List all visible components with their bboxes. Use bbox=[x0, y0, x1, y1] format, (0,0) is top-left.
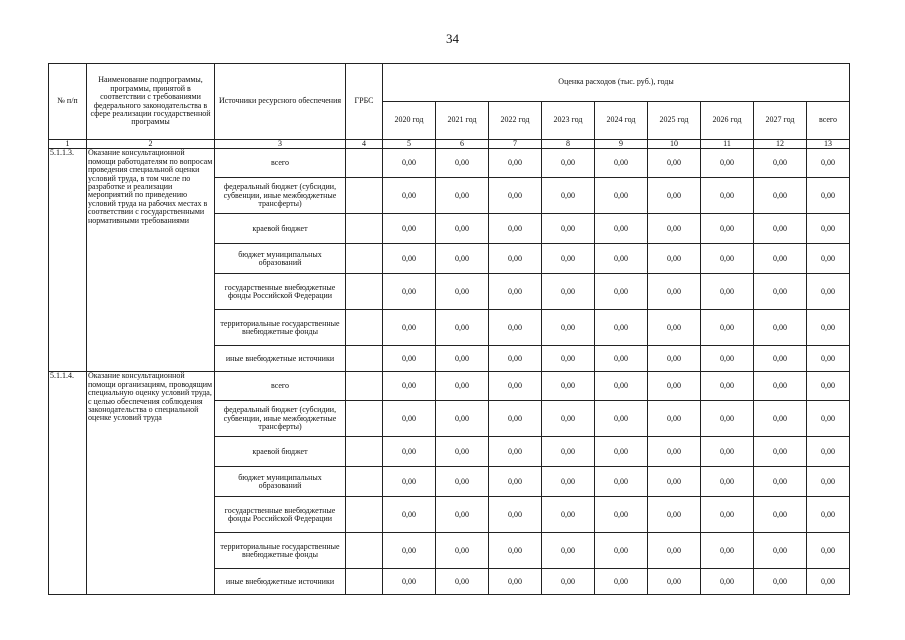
expense-value: 0,00 bbox=[701, 149, 754, 178]
expense-value: 0,00 bbox=[489, 401, 542, 437]
column-index: 9 bbox=[595, 140, 648, 149]
expense-value: 0,00 bbox=[595, 214, 648, 244]
page-number: 34 bbox=[446, 31, 459, 46]
expense-value: 0,00 bbox=[542, 274, 595, 310]
expense-value: 0,00 bbox=[807, 533, 850, 569]
header-estimate: Оценка расходов (тыс. руб.), годы bbox=[383, 64, 850, 102]
expense-value: 0,00 bbox=[542, 401, 595, 437]
expense-value: 0,00 bbox=[807, 214, 850, 244]
expense-value: 0,00 bbox=[489, 178, 542, 214]
funding-source: иные внебюджетные источники bbox=[215, 569, 346, 595]
expense-value: 0,00 bbox=[701, 346, 754, 372]
funding-source: краевой бюджет bbox=[215, 437, 346, 467]
expense-value: 0,00 bbox=[754, 244, 807, 274]
funding-source: территориальные государственные внебюджетные фонды bbox=[215, 533, 346, 569]
expense-value: 0,00 bbox=[595, 346, 648, 372]
column-index: 5 bbox=[383, 140, 436, 149]
expense-value: 0,00 bbox=[701, 497, 754, 533]
funding-source: бюджет муниципальных образований bbox=[215, 244, 346, 274]
expense-value: 0,00 bbox=[754, 437, 807, 467]
expense-value: 0,00 bbox=[595, 401, 648, 437]
expense-value: 0,00 bbox=[436, 497, 489, 533]
header-year: 2020 год bbox=[383, 102, 436, 140]
expense-value: 0,00 bbox=[542, 569, 595, 595]
grbs-cell bbox=[346, 533, 383, 569]
table-row bbox=[49, 149, 850, 178]
expense-value: 0,00 bbox=[383, 533, 436, 569]
expense-value: 0,00 bbox=[595, 533, 648, 569]
expense-value: 0,00 bbox=[489, 437, 542, 467]
grbs-cell bbox=[346, 401, 383, 437]
expense-value: 0,00 bbox=[436, 569, 489, 595]
expense-value: 0,00 bbox=[542, 346, 595, 372]
expense-value: 0,00 bbox=[701, 214, 754, 244]
column-index: 13 bbox=[807, 140, 850, 149]
expense-value: 0,00 bbox=[807, 310, 850, 346]
expense-value: 0,00 bbox=[436, 467, 489, 497]
expense-value: 0,00 bbox=[754, 569, 807, 595]
funding-source: бюджет муниципальных образований bbox=[215, 467, 346, 497]
column-index: 7 bbox=[489, 140, 542, 149]
expense-value: 0,00 bbox=[542, 467, 595, 497]
expense-value: 0,00 bbox=[436, 401, 489, 437]
expense-value: 0,00 bbox=[489, 372, 542, 401]
expense-value: 0,00 bbox=[542, 244, 595, 274]
column-index: 3 bbox=[215, 140, 346, 149]
item-name: Оказание консультационной помощи работодателям по вопросам проведения специальной оценки условий труда, в том числе по разработке и реализации мероприятий по приведению условий труда на рабочих местах в соответствии с государственными нормативными требованиями bbox=[87, 149, 215, 372]
expense-value: 0,00 bbox=[489, 274, 542, 310]
expense-value: 0,00 bbox=[542, 310, 595, 346]
column-index: 11 bbox=[701, 140, 754, 149]
grbs-cell bbox=[346, 214, 383, 244]
funding-source: федеральный бюджет (субсидии, субвенции, иные межбюджетные трансферты) bbox=[215, 401, 346, 437]
expense-value: 0,00 bbox=[595, 372, 648, 401]
expense-value: 0,00 bbox=[648, 178, 701, 214]
header-year: 2025 год bbox=[648, 102, 701, 140]
expense-value: 0,00 bbox=[648, 310, 701, 346]
item-name: Оказание консультационной помощи организациям, проводящим специальную оценку условий труда, с целью обеспечения соблюдения законодательства о специальной оценке условий труда bbox=[87, 372, 215, 595]
funding-source: территориальные государственные внебюджетные фонды bbox=[215, 310, 346, 346]
header-source: Источники ресурсного обеспечения bbox=[215, 64, 346, 140]
expense-value: 0,00 bbox=[754, 149, 807, 178]
expense-value: 0,00 bbox=[648, 497, 701, 533]
header-year: 2021 год bbox=[436, 102, 489, 140]
expense-value: 0,00 bbox=[489, 346, 542, 372]
column-index: 12 bbox=[754, 140, 807, 149]
grbs-cell bbox=[346, 346, 383, 372]
expense-value: 0,00 bbox=[595, 244, 648, 274]
expense-value: 0,00 bbox=[754, 274, 807, 310]
expense-value: 0,00 bbox=[807, 497, 850, 533]
expense-value: 0,00 bbox=[383, 244, 436, 274]
expense-value: 0,00 bbox=[648, 149, 701, 178]
expense-value: 0,00 bbox=[489, 497, 542, 533]
expense-value: 0,00 bbox=[648, 214, 701, 244]
expense-value: 0,00 bbox=[542, 437, 595, 467]
grbs-cell bbox=[346, 467, 383, 497]
expense-value: 0,00 bbox=[701, 310, 754, 346]
expense-value: 0,00 bbox=[436, 244, 489, 274]
funding-source: иные внебюджетные источники bbox=[215, 346, 346, 372]
funding-source: всего bbox=[215, 372, 346, 401]
expense-value: 0,00 bbox=[648, 346, 701, 372]
expense-value: 0,00 bbox=[754, 346, 807, 372]
expense-value: 0,00 bbox=[489, 533, 542, 569]
expense-value: 0,00 bbox=[701, 467, 754, 497]
expense-value: 0,00 bbox=[807, 437, 850, 467]
header-year: 2024 год bbox=[595, 102, 648, 140]
column-index: 1 bbox=[49, 140, 87, 149]
expense-value: 0,00 bbox=[436, 346, 489, 372]
expense-value: 0,00 bbox=[754, 533, 807, 569]
expense-value: 0,00 bbox=[807, 244, 850, 274]
expense-value: 0,00 bbox=[383, 178, 436, 214]
expense-value: 0,00 bbox=[489, 149, 542, 178]
expense-value: 0,00 bbox=[383, 401, 436, 437]
header-year: 2023 год bbox=[542, 102, 595, 140]
grbs-cell bbox=[346, 569, 383, 595]
expense-value: 0,00 bbox=[436, 149, 489, 178]
expense-value: 0,00 bbox=[383, 372, 436, 401]
expense-value: 0,00 bbox=[489, 310, 542, 346]
expense-value: 0,00 bbox=[383, 310, 436, 346]
expense-value: 0,00 bbox=[648, 372, 701, 401]
expense-value: 0,00 bbox=[754, 214, 807, 244]
expense-value: 0,00 bbox=[436, 310, 489, 346]
expense-value: 0,00 bbox=[648, 274, 701, 310]
expense-value: 0,00 bbox=[383, 149, 436, 178]
expense-value: 0,00 bbox=[754, 310, 807, 346]
expense-value: 0,00 bbox=[383, 497, 436, 533]
expense-value: 0,00 bbox=[648, 437, 701, 467]
expense-value: 0,00 bbox=[648, 467, 701, 497]
expense-value: 0,00 bbox=[595, 310, 648, 346]
item-code: 5.1.1.4. bbox=[49, 372, 87, 595]
funding-source: федеральный бюджет (субсидии, субвенции, иные межбюджетные трансферты) bbox=[215, 178, 346, 214]
expense-value: 0,00 bbox=[542, 178, 595, 214]
grbs-cell bbox=[346, 274, 383, 310]
expense-value: 0,00 bbox=[648, 244, 701, 274]
column-index: 10 bbox=[648, 140, 701, 149]
expense-value: 0,00 bbox=[754, 467, 807, 497]
expense-value: 0,00 bbox=[383, 274, 436, 310]
expense-value: 0,00 bbox=[754, 401, 807, 437]
header-row bbox=[49, 64, 850, 102]
expense-value: 0,00 bbox=[383, 569, 436, 595]
expense-value: 0,00 bbox=[436, 214, 489, 244]
grbs-cell bbox=[346, 178, 383, 214]
header-year: 2026 год bbox=[701, 102, 754, 140]
expense-value: 0,00 bbox=[489, 467, 542, 497]
column-index: 8 bbox=[542, 140, 595, 149]
funding-source: всего bbox=[215, 149, 346, 178]
item-code: 5.1.1.3. bbox=[49, 149, 87, 372]
expense-value: 0,00 bbox=[701, 178, 754, 214]
expense-value: 0,00 bbox=[595, 437, 648, 467]
grbs-cell bbox=[346, 310, 383, 346]
expense-value: 0,00 bbox=[701, 533, 754, 569]
expense-value: 0,00 bbox=[489, 244, 542, 274]
header-no: № п/п bbox=[49, 64, 87, 140]
column-index: 6 bbox=[436, 140, 489, 149]
grbs-cell bbox=[346, 372, 383, 401]
expense-value: 0,00 bbox=[595, 178, 648, 214]
expense-value: 0,00 bbox=[807, 178, 850, 214]
header-grbs: ГРБС bbox=[346, 64, 383, 140]
expense-value: 0,00 bbox=[383, 467, 436, 497]
expense-value: 0,00 bbox=[436, 274, 489, 310]
column-index: 4 bbox=[346, 140, 383, 149]
expense-value: 0,00 bbox=[542, 497, 595, 533]
table-body bbox=[49, 149, 850, 595]
header-name: Наименование подпрограммы, программы, принятой в соответствии с требованиями федерального законодательства в сфере реализации государственной программы bbox=[87, 64, 215, 140]
expense-value: 0,00 bbox=[807, 149, 850, 178]
expense-value: 0,00 bbox=[648, 569, 701, 595]
funding-source: краевой бюджет bbox=[215, 214, 346, 244]
grbs-cell bbox=[346, 437, 383, 467]
expense-value: 0,00 bbox=[648, 533, 701, 569]
expense-value: 0,00 bbox=[701, 372, 754, 401]
header-year: 2027 год bbox=[754, 102, 807, 140]
expense-value: 0,00 bbox=[701, 244, 754, 274]
grbs-cell bbox=[346, 244, 383, 274]
budget-table bbox=[48, 63, 850, 595]
expense-value: 0,00 bbox=[383, 346, 436, 372]
expense-value: 0,00 bbox=[542, 214, 595, 244]
expense-value: 0,00 bbox=[595, 274, 648, 310]
expense-value: 0,00 bbox=[436, 533, 489, 569]
expense-value: 0,00 bbox=[542, 372, 595, 401]
expense-value: 0,00 bbox=[595, 569, 648, 595]
expense-value: 0,00 bbox=[701, 401, 754, 437]
expense-value: 0,00 bbox=[754, 178, 807, 214]
expense-value: 0,00 bbox=[754, 497, 807, 533]
expense-value: 0,00 bbox=[436, 372, 489, 401]
index-row bbox=[49, 140, 850, 149]
expense-value: 0,00 bbox=[701, 437, 754, 467]
expense-value: 0,00 bbox=[542, 149, 595, 178]
grbs-cell bbox=[346, 149, 383, 178]
expense-value: 0,00 bbox=[701, 569, 754, 595]
header-year: 2022 год bbox=[489, 102, 542, 140]
funding-source: государственные внебюджетные фонды Российской Федерации bbox=[215, 274, 346, 310]
expense-value: 0,00 bbox=[489, 569, 542, 595]
expense-value: 0,00 bbox=[383, 437, 436, 467]
column-index: 2 bbox=[87, 140, 215, 149]
expense-value: 0,00 bbox=[807, 372, 850, 401]
expense-value: 0,00 bbox=[383, 214, 436, 244]
expense-value: 0,00 bbox=[595, 149, 648, 178]
expense-value: 0,00 bbox=[754, 372, 807, 401]
expense-value: 0,00 bbox=[436, 437, 489, 467]
expense-value: 0,00 bbox=[807, 401, 850, 437]
expense-value: 0,00 bbox=[648, 401, 701, 437]
header-year: всего bbox=[807, 102, 850, 140]
expense-value: 0,00 bbox=[595, 497, 648, 533]
table-row bbox=[49, 372, 850, 401]
expense-value: 0,00 bbox=[489, 214, 542, 244]
expense-value: 0,00 bbox=[701, 274, 754, 310]
funding-source: государственные внебюджетные фонды Российской Федерации bbox=[215, 497, 346, 533]
expense-value: 0,00 bbox=[542, 533, 595, 569]
expense-value: 0,00 bbox=[595, 467, 648, 497]
expense-value: 0,00 bbox=[807, 467, 850, 497]
expense-value: 0,00 bbox=[807, 274, 850, 310]
expense-value: 0,00 bbox=[807, 346, 850, 372]
expense-value: 0,00 bbox=[807, 569, 850, 595]
expense-value: 0,00 bbox=[436, 178, 489, 214]
grbs-cell bbox=[346, 497, 383, 533]
